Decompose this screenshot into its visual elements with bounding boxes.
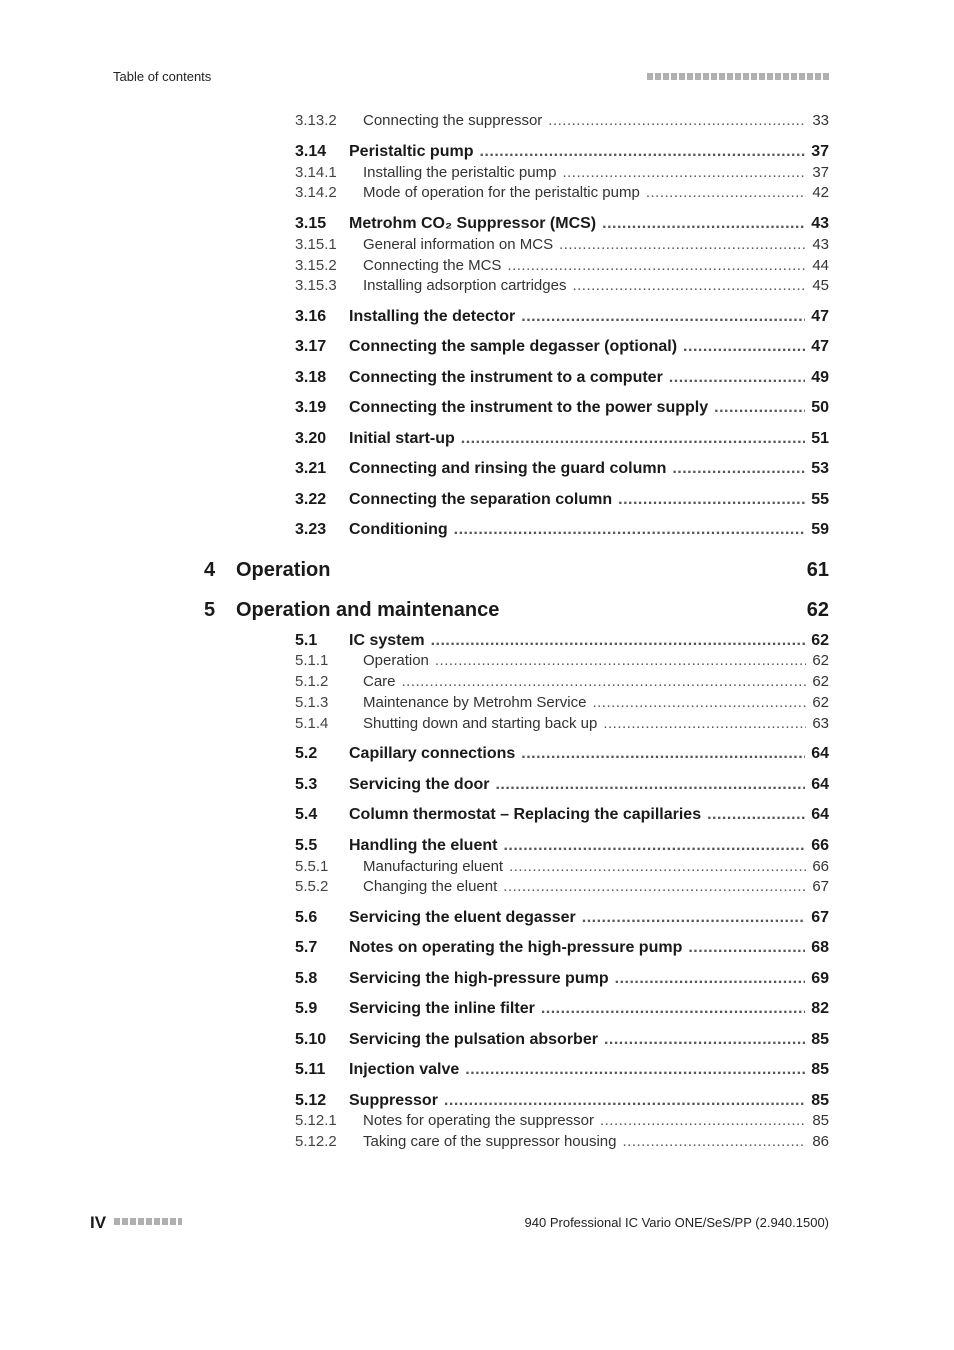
toc-chapter-number: 4 <box>204 559 216 581</box>
toc-subsection-entry[interactable] <box>295 165 829 180</box>
toc-section-entry[interactable] <box>295 309 829 325</box>
toc-entry-number: 5.7 <box>295 939 318 956</box>
toc-entry-title: Installing the detector <box>349 308 516 325</box>
toc-section-entry[interactable] <box>295 910 829 926</box>
toc-dot-leader <box>444 1093 805 1109</box>
toc-entry-page: 49 <box>811 369 829 386</box>
toc-entry-number: 3.14.2 <box>295 184 337 201</box>
toc-entry-title: Installing the peristaltic pump <box>363 164 557 181</box>
toc-dot-leader <box>618 492 805 508</box>
toc-entry-number: 3.14.1 <box>295 164 337 181</box>
toc-entry-number: 3.15.3 <box>295 277 337 294</box>
toc-dot-leader <box>495 777 805 793</box>
toc-entry-number: 3.17 <box>295 338 327 355</box>
toc-chapter-entry[interactable] <box>204 600 829 620</box>
toc-dot-leader <box>559 237 806 252</box>
toc-entry-title: Care <box>363 673 396 690</box>
toc-entry-number: 3.15.2 <box>295 257 337 274</box>
toc-dot-leader <box>714 400 805 416</box>
toc-section-entry[interactable] <box>295 216 829 232</box>
toc-entry-page: 85 <box>811 1092 829 1109</box>
toc-dot-leader <box>646 185 806 200</box>
toc-entry-number: 3.13.2 <box>295 112 337 129</box>
toc-entry-title: Connecting the sample degasser (optional) <box>349 338 678 355</box>
toc-section-entry[interactable] <box>295 461 829 477</box>
toc-entry-title: Handling the eluent <box>349 837 498 854</box>
toc-entry-number: 5.1.3 <box>295 694 329 711</box>
toc-entry-page: 85 <box>811 1061 829 1078</box>
toc-subsection-entry[interactable] <box>295 859 829 874</box>
toc-entry-number: 5.3 <box>295 776 318 793</box>
toc-dot-leader <box>602 216 805 232</box>
toc-entry-title: Servicing the door <box>349 776 490 793</box>
toc-entry-title: Injection valve <box>349 1061 460 1078</box>
toc-section-entry[interactable] <box>295 1001 829 1017</box>
toc-entry-title: Servicing the eluent degasser <box>349 909 576 926</box>
toc-dot-leader <box>503 838 805 854</box>
toc-dot-leader <box>572 278 806 293</box>
toc-entry-number: 3.23 <box>295 521 327 538</box>
toc-subsection-entry[interactable] <box>295 695 829 710</box>
toc-entry-number: 5.9 <box>295 1000 318 1017</box>
toc-entry-page: 82 <box>811 1000 829 1017</box>
toc-entry-number: 3.14 <box>295 143 327 160</box>
toc-entry-page: 69 <box>811 970 829 987</box>
toc-entry-number: 5.5.2 <box>295 878 329 895</box>
toc-entry-number: 5.8 <box>295 970 318 987</box>
toc-chapter-page: 61 <box>806 559 829 581</box>
toc-entry-title: Connecting the instrument to a computer <box>349 369 663 386</box>
toc-entry-number: 5.4 <box>295 806 318 823</box>
toc-dot-leader <box>604 1032 805 1048</box>
toc-entry-number: 3.16 <box>295 308 327 325</box>
toc-entry-page: 85 <box>811 1031 829 1048</box>
toc-entry-page: 33 <box>812 112 829 129</box>
toc-dot-leader <box>600 1113 806 1128</box>
toc-entry-page: 43 <box>811 215 829 232</box>
toc-section-entry[interactable] <box>295 1062 829 1078</box>
toc-section-entry[interactable] <box>295 400 829 416</box>
toc-entry-title: IC system <box>349 632 425 649</box>
toc-entry-title: Conditioning <box>349 521 448 538</box>
toc-entry-title: Installing adsorption cartridges <box>363 277 567 294</box>
toc-dot-leader <box>435 653 806 668</box>
toc-section-entry[interactable] <box>295 370 829 386</box>
toc-section-entry[interactable] <box>295 746 829 762</box>
toc-section-entry[interactable] <box>295 777 829 793</box>
toc-entry-title: Suppressor <box>349 1092 438 1109</box>
toc-subsection-entry[interactable] <box>295 237 829 252</box>
running-header-title: Table of contents <box>113 69 212 84</box>
toc-section-entry[interactable] <box>295 807 829 823</box>
toc-subsection-entry[interactable] <box>295 278 829 293</box>
toc-entry-page: 66 <box>812 858 829 875</box>
toc-entry-page: 62 <box>812 694 829 711</box>
toc-entry-page: 37 <box>812 164 829 181</box>
toc-entry-title: Connecting the suppressor <box>363 112 543 129</box>
toc-section-entry[interactable] <box>295 1032 829 1048</box>
toc-dot-leader <box>622 1134 806 1149</box>
page-number: IV <box>90 1213 107 1232</box>
toc-dot-leader <box>672 461 805 477</box>
toc-subsection-entry[interactable] <box>295 1113 829 1128</box>
toc-entry-number: 5.6 <box>295 909 318 926</box>
toc-dot-leader <box>615 971 806 987</box>
toc-entry-page: 42 <box>812 184 829 201</box>
toc-section-entry[interactable] <box>295 522 829 538</box>
toc-entry-number: 3.19 <box>295 399 327 416</box>
toc-chapter-page: 62 <box>806 599 829 621</box>
toc-entry-page: 45 <box>812 277 829 294</box>
toc-entry-page: 63 <box>812 715 829 732</box>
toc-entry-page: 86 <box>812 1133 829 1150</box>
toc-entry-title: General information on MCS <box>363 236 554 253</box>
toc-entry-number: 5.12.1 <box>295 1112 337 1129</box>
toc-entry-page: 44 <box>812 257 829 274</box>
toc-section-entry[interactable] <box>295 1093 829 1109</box>
toc-subsection-entry[interactable] <box>295 1134 829 1149</box>
toc-dot-leader <box>688 940 805 956</box>
toc-entry-page: 64 <box>811 745 829 762</box>
toc-subsection-entry[interactable] <box>295 185 829 200</box>
toc-subsection-entry[interactable] <box>295 258 829 273</box>
toc-dot-leader <box>562 165 806 180</box>
toc-subsection-entry[interactable] <box>295 716 829 731</box>
toc-entry-title: Servicing the inline filter <box>349 1000 535 1017</box>
toc-entry-title: Peristaltic pump <box>349 143 474 160</box>
toc-entry-title: Column thermostat – Replacing the capillaries <box>349 806 702 823</box>
toc-entry-page: 43 <box>812 236 829 253</box>
toc-chapter-title: Operation and maintenance <box>236 599 500 621</box>
toc-entry-page: 62 <box>812 652 829 669</box>
toc-section-entry[interactable] <box>295 838 829 854</box>
toc-entry-number: 3.20 <box>295 430 327 447</box>
document-title: 940 Professional IC Vario ONE/SeS/PP (2.940.1500) <box>524 1215 829 1230</box>
toc-entry-number: 5.10 <box>295 1031 327 1048</box>
toc-entry-title: Notes on operating the high-pressure pump <box>349 939 683 956</box>
toc-section-entry[interactable] <box>295 144 829 160</box>
toc-dot-leader <box>521 746 805 762</box>
toc-subsection-entry[interactable] <box>295 653 829 668</box>
toc-entry-title: Connecting the separation column <box>349 491 613 508</box>
toc-entry-title: Servicing the pulsation absorber <box>349 1031 598 1048</box>
toc-dot-leader <box>521 309 805 325</box>
toc-entry-title: Servicing the high-pressure pump <box>349 970 609 987</box>
toc-dot-leader <box>603 716 806 731</box>
toc-entry-number: 3.15 <box>295 215 327 232</box>
toc-entry-number: 5.12.2 <box>295 1133 337 1150</box>
toc-dot-leader <box>503 879 806 894</box>
toc-dot-leader <box>461 431 805 447</box>
toc-entry-title: Connecting the instrument to the power supply <box>349 399 709 416</box>
toc-entry-title: Manufacturing eluent <box>363 858 504 875</box>
toc-dot-leader <box>707 807 805 823</box>
toc-chapter-entry[interactable] <box>204 560 829 580</box>
toc-entry-number: 3.21 <box>295 460 327 477</box>
toc-entry-page: 62 <box>812 673 829 690</box>
toc-entry-number: 5.1.4 <box>295 715 329 732</box>
toc-entry-page: 37 <box>811 143 829 160</box>
toc-entry-title: Metrohm CO₂ Suppressor (MCS) <box>349 215 597 232</box>
toc-section-entry[interactable] <box>295 633 829 649</box>
toc-entry-title: Maintenance by Metrohm Service <box>363 694 587 711</box>
toc-entry-page: 64 <box>811 776 829 793</box>
toc-entry-title: Capillary connections <box>349 745 516 762</box>
toc-entry-title: Mode of operation for the peristaltic pump <box>363 184 640 201</box>
toc-section-entry[interactable] <box>295 339 829 355</box>
toc-entry-page: 68 <box>811 939 829 956</box>
toc-entry-page: 85 <box>812 1112 829 1129</box>
toc-dot-leader <box>541 1001 805 1017</box>
toc-entry-page: 53 <box>811 460 829 477</box>
toc-entry-number: 5.2 <box>295 745 318 762</box>
toc-dot-leader <box>465 1062 805 1078</box>
toc-entry-title: Connecting and rinsing the guard column <box>349 460 667 477</box>
footer-decorative-bar <box>114 1218 182 1225</box>
toc-section-entry[interactable] <box>295 492 829 508</box>
toc-entry-page: 47 <box>811 308 829 325</box>
toc-section-entry[interactable] <box>295 971 829 987</box>
toc-dot-leader <box>509 859 806 874</box>
toc-entry-number: 5.5 <box>295 837 318 854</box>
toc-subsection-entry[interactable] <box>295 674 829 689</box>
toc-dot-leader <box>582 910 805 926</box>
toc-entry-title: Connecting the MCS <box>363 257 502 274</box>
toc-entry-title: Changing the eluent <box>363 878 498 895</box>
toc-chapter-title: Operation <box>236 559 331 581</box>
toc-dot-leader <box>548 113 806 128</box>
toc-entry-title: Taking care of the suppressor housing <box>363 1133 617 1150</box>
toc-section-entry[interactable] <box>295 940 829 956</box>
toc-entry-title: Notes for operating the suppressor <box>363 1112 594 1129</box>
toc-dot-leader <box>454 522 806 538</box>
toc-entry-title: Initial start-up <box>349 430 455 447</box>
toc-entry-number: 5.1 <box>295 632 318 649</box>
toc-dot-leader <box>431 633 806 649</box>
toc-entry-page: 62 <box>811 632 829 649</box>
toc-entry-page: 50 <box>811 399 829 416</box>
toc-entry-page: 67 <box>811 909 829 926</box>
toc-dot-leader <box>669 370 805 386</box>
toc-dot-leader <box>683 339 805 355</box>
toc-entry-number: 3.18 <box>295 369 327 386</box>
toc-entry-title: Shutting down and starting back up <box>363 715 598 732</box>
toc-subsection-entry[interactable] <box>295 113 829 128</box>
toc-entry-number: 3.15.1 <box>295 236 337 253</box>
toc-chapter-number: 5 <box>204 599 216 621</box>
toc-entry-page: 59 <box>811 521 829 538</box>
toc-entry-title: Operation <box>363 652 429 669</box>
toc-entry-number: 5.5.1 <box>295 858 329 875</box>
toc-entry-page: 55 <box>811 491 829 508</box>
toc-entry-page: 51 <box>811 430 829 447</box>
toc-dot-leader <box>402 674 807 689</box>
toc-dot-leader <box>592 695 806 710</box>
toc-entry-page: 64 <box>811 806 829 823</box>
toc-entry-number: 3.22 <box>295 491 327 508</box>
toc-entry-page: 66 <box>811 837 829 854</box>
toc-entry-number: 5.1.1 <box>295 652 329 669</box>
toc-subsection-entry[interactable] <box>295 879 829 894</box>
toc-dot-leader <box>507 258 806 273</box>
toc-dot-leader <box>479 144 805 160</box>
toc-entry-page: 67 <box>812 878 829 895</box>
toc-entry-number: 5.12 <box>295 1092 327 1109</box>
toc-entry-page: 47 <box>811 338 829 355</box>
toc-entry-number: 5.11 <box>295 1061 326 1078</box>
toc-entry-number: 5.1.2 <box>295 673 329 690</box>
toc-section-entry[interactable] <box>295 431 829 447</box>
